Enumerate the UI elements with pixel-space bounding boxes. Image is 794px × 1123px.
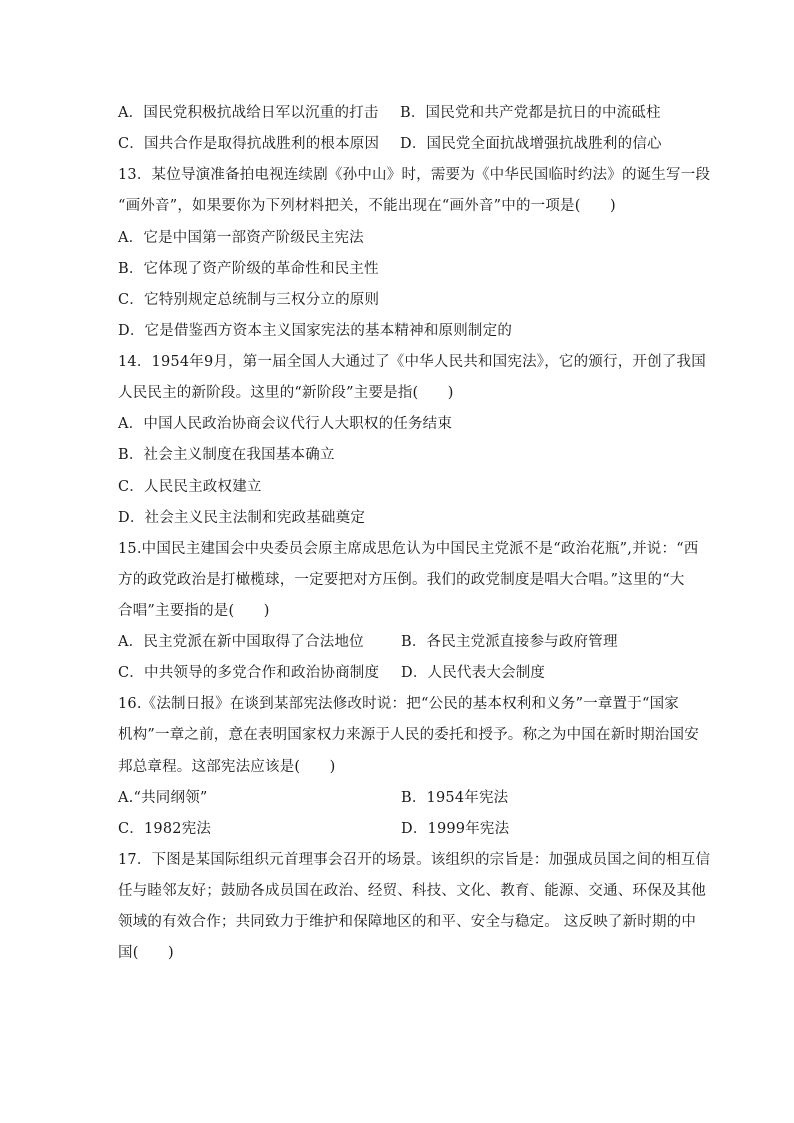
q17-stem-line-3: 领域的有效合作；共同致力于维护和保障地区的和平、安全与稳定。 这反映了新时期的中 [118,914,697,930]
q14-option-a: A．中国人民政治协商会议代行人大职权的任务结束 [118,416,453,432]
q15-option-b: B．各民主党派直接参与政府管理 [401,634,618,650]
q16-stem-line-2: 机构”一章之前，意在表明国家权力来源于人民的委托和授予。称之为中国在新时期治国安 [118,727,699,743]
q13-option-b: B．它体现了资产阶级的革命性和民主性 [118,261,379,277]
q12-option-c: C．国共合作是取得抗战胜利的根本原因 [118,136,380,152]
q13-option-c: C．它特别规定总统制与三权分立的原则 [118,292,380,308]
q15-stem-line-2: 方的政党政治是打橄榄球，一定要把对方压倒。我们的政党制度是唱大合唱。”这里的“大 [118,572,685,588]
q14-option-b: B．社会主义制度在我国基本确立 [118,447,335,463]
q13-option-a: A．它是中国第一部资产阶级民主宪法 [118,230,364,246]
q14-stem-line-2: 人民民主的新阶段。这里的“新阶段”主要是指( ) [118,385,454,401]
q12-option-d: D．国民党全面抗战增强抗战胜利的信心 [400,136,662,152]
q15-stem-line-3: 合唱”主要指的是( ) [118,603,270,619]
q14-stem-line-1: 14．1954年9月，第一届全国人大通过了《中华人民共和国宪法》，它的颁行，开创了我国 [118,354,706,370]
q15-option-c: C．中共领导的多党合作和政治协商制度 [118,665,380,681]
q17-stem-line-4: 国( ) [118,945,174,961]
q14-option-d: D．社会主义民主法制和宪政基础奠定 [118,510,366,526]
q17-stem-line-1: 17．下图是某国际组织元首理事会召开的场景。该组织的宗旨是：加强成员国之间的相互信 [118,852,711,868]
q15-options-row-2 [118,663,546,683]
q12-options-row-1 [118,103,661,123]
q13-stem-line-2: “画外音”，如果要你为下列材料把关，不能出现在“画外音”中的一项是( ) [118,198,616,214]
q15-option-a: A．民主党派在新中国取得了合法地位 [118,634,364,650]
q12-options-row-2 [118,134,662,154]
q16-options-row-2 [118,819,510,839]
q16-stem-line-1: 16.《法制日报》在谈到某部宪法修改时说：把“公民的基本权利和义务”一章置于“国家 [118,696,679,712]
q14-option-c: C．人民民主政权建立 [118,479,262,495]
q15-options-row-1 [118,632,618,652]
q16-option-b: B．1954年宪法 [401,790,509,806]
q15-option-d: D．人民代表大会制度 [401,665,546,681]
q12-option-a: A．国民党积极抗战给日军以沉重的打击 [118,105,379,121]
q15-stem-line-1: 15.中国民主建国会中央委员会原主席成思危认为中国民主党派不是“政治花瓶”,并说：“西 [118,541,699,557]
q17-stem-line-2: 任与睦邻友好；鼓励各成员国在政治、经贸、科技、文化、教育、能源、交通、环保及其他 [118,883,706,899]
q12-option-b: B．国民党和共产党都是抗日的中流砥柱 [400,105,661,121]
q13-stem-line-1: 13．某位导演准备拍电视连续剧《孙中山》时，需要为《中华民国临时约法》的诞生写一段 [118,167,711,183]
q16-stem-line-3: 邦总章程。这部宪法应该是( ) [118,759,336,775]
q16-option-d: D．1999年宪法 [401,821,510,837]
q16-option-c: C．1982宪法 [118,821,212,837]
q13-option-d: D．它是借鉴西方资本主义国家宪法的基本精神和原则制定的 [118,323,513,339]
q16-option-a: A.“共同纲领” [118,790,208,806]
q16-options-row-1 [118,788,509,808]
